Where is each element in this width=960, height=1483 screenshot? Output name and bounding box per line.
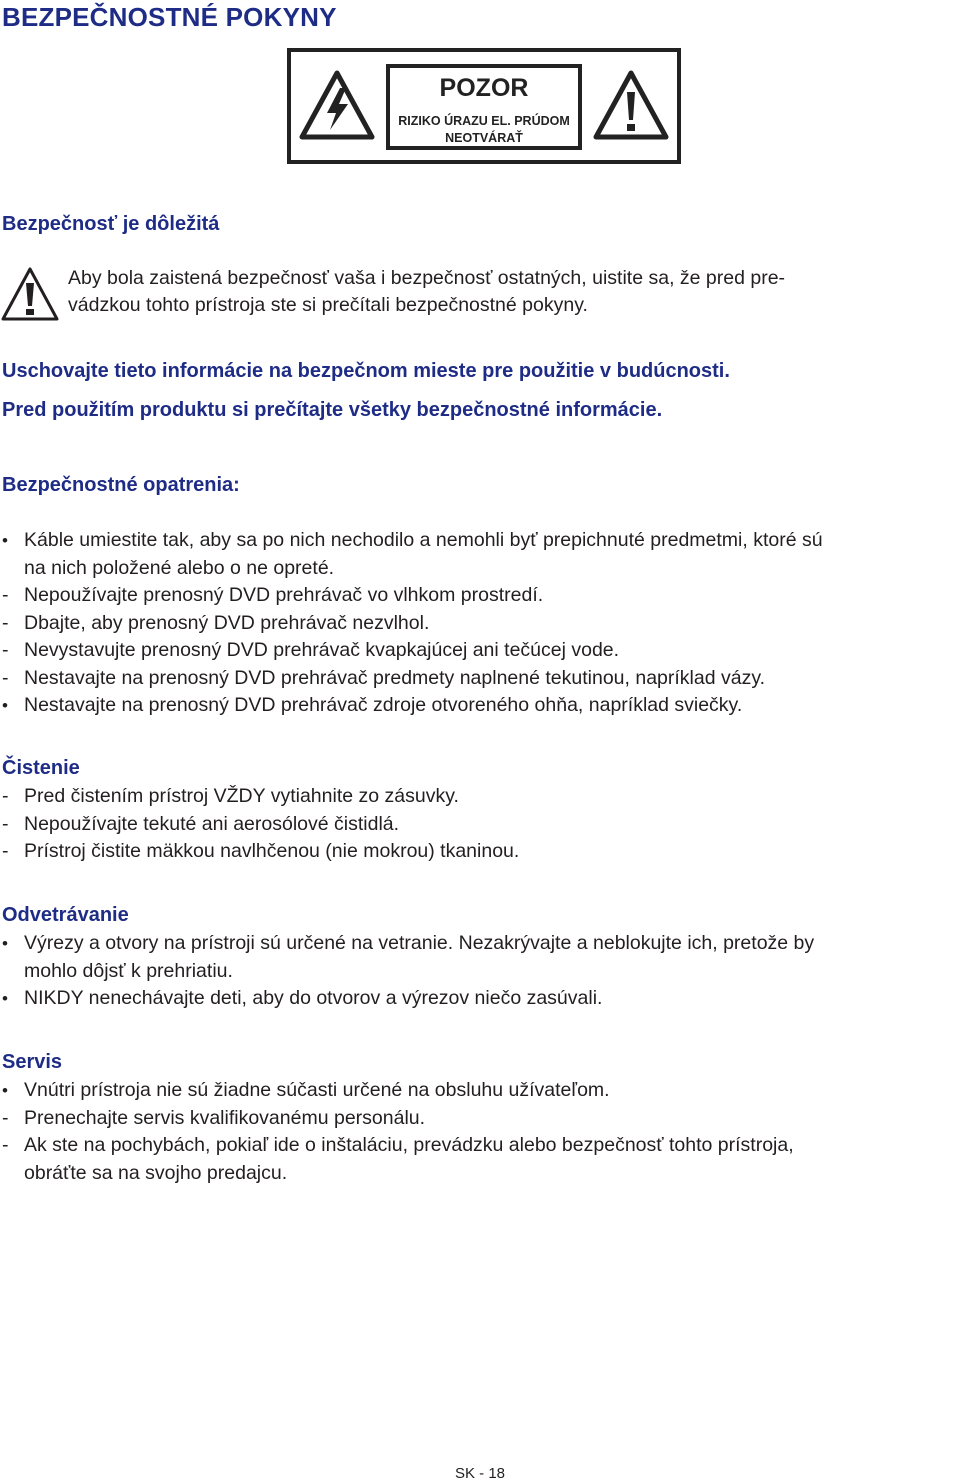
list-item-text: Nepoužívajte prenosný DVD prehrávač vo vlhkom prostredí. xyxy=(24,584,544,606)
list-item xyxy=(2,811,960,839)
cleaning-heading: Čistenie xyxy=(2,757,80,779)
dash-marker: - xyxy=(2,611,9,634)
bullet-marker: • xyxy=(2,696,8,715)
dash-marker: - xyxy=(2,1134,9,1156)
bullet-marker: • xyxy=(2,989,8,1008)
bullet-marker: • xyxy=(2,1081,8,1100)
service-heading: Servis xyxy=(2,1051,63,1073)
list-item xyxy=(2,1132,960,1187)
dash-marker: - xyxy=(2,812,9,835)
page-title: BEZPEČNOSTNÉ POKYNY xyxy=(2,2,337,32)
list-item-text: Výrezy a otvory na prístroji sú určené na vetranie. Nezakrývajte a neblokujte ich, pretože by xyxy=(24,932,815,954)
dash-marker: - xyxy=(2,1106,9,1129)
list-item-text: Káble umiestite tak, aby sa po nich nechodilo a nemohli byť prepichnuté predmetmi, ktoré sú xyxy=(24,529,823,551)
list-item-text: NIKDY nenechávajte deti, aby do otvorov a výrezov niečo zasúvali. xyxy=(24,987,603,1009)
dash-marker: - xyxy=(2,666,9,689)
ventilation-heading: Odvetrávanie xyxy=(2,904,129,926)
lightning-bolt-triangle-icon xyxy=(299,70,375,140)
list-item xyxy=(2,637,960,665)
list-item-text: Nevystavujte prenosný DVD prehrávač kvapkajúcej ani tečúcej vode. xyxy=(24,639,620,661)
list-item-text: Prenechajte servis kvalifikovanému personálu. xyxy=(24,1106,426,1129)
list-item xyxy=(2,838,960,866)
list-item-text: Nestavajte na prenosný DVD prehrávač zdroje otvoreného ohňa, napríklad sviečky. xyxy=(24,694,743,716)
cleaning-list xyxy=(2,783,960,866)
bullet-marker: • xyxy=(2,934,8,953)
keep-info-line: Uschovajte tieto informácie na bezpečnom mieste pre použitie v budúcnosti. xyxy=(2,360,730,382)
importance-text-line-1: Aby bola zaistená bezpečnosť vaša i bezpečnosť ostatných, uistite sa, že pred pre- xyxy=(68,267,786,289)
precautions-list xyxy=(2,527,960,720)
list-item xyxy=(2,527,960,582)
service-list xyxy=(2,1077,960,1187)
warning-line-2: NEOTVÁRAŤ xyxy=(445,131,523,145)
bullet-marker: • xyxy=(2,531,8,550)
list-item xyxy=(2,783,960,811)
warning-heading: POZOR xyxy=(439,74,529,102)
list-item-text: obráťte sa na svojho predajcu. xyxy=(24,1161,288,1184)
list-item-text: Nepoužívajte tekuté ani aerosólové čistidlá. xyxy=(24,812,400,835)
list-item xyxy=(2,692,960,720)
list-item-text: Dbajte, aby prenosný DVD prehrávač nezvlhol. xyxy=(24,611,430,634)
ventilation-list xyxy=(2,930,960,1013)
list-item-text: na nich položené alebo o ne opreté. xyxy=(24,556,335,579)
list-item-text: Prístroj čistite mäkkou navlhčenou (nie mokrou) tkaninou. xyxy=(24,840,520,862)
importance-text-line-2: vádzkou tohto prístroja ste si prečítali bezpečnostné pokyny. xyxy=(68,294,588,316)
list-item xyxy=(2,985,960,1013)
list-item-text: Ak ste na pochybách, pokiaľ ide o inštaláciu, prevádzku alebo bezpečnosť tohto prístroja, xyxy=(24,1134,794,1156)
warning-line-1: RIZIKO ÚRAZU EL. PRÚDOM xyxy=(398,114,570,128)
dash-marker: - xyxy=(2,785,9,807)
importance-heading: Bezpečnosť je dôležitá xyxy=(2,213,220,235)
dash-marker: - xyxy=(2,584,9,606)
list-item-text: Pred čistením prístroj VŽDY vytiahnite zo zásuvky. xyxy=(24,785,459,807)
list-item-text: mohlo dôjsť k prehriatiu. xyxy=(24,959,233,982)
precautions-heading: Bezpečnostné opatrenia: xyxy=(2,474,240,496)
exclamation-triangle-icon xyxy=(593,70,669,140)
warning-label xyxy=(287,48,681,164)
warning-text-frame xyxy=(386,64,582,150)
dash-marker: - xyxy=(2,840,9,862)
exclamation-triangle-icon xyxy=(0,266,60,322)
dash-marker: - xyxy=(2,639,9,661)
list-item xyxy=(2,930,960,985)
read-info-line: Pred použitím produktu si prečítajte všetky bezpečnostné informácie. xyxy=(2,399,663,421)
list-item-text: Vnútri prístroja nie sú žiadne súčasti určené na obsluhu užívateľom. xyxy=(24,1079,610,1101)
list-item-text: Nestavajte na prenosný DVD prehrávač predmety naplnené tekutinou, napríklad vázy. xyxy=(24,666,766,689)
page-number: SK - 18 xyxy=(454,1465,506,1482)
list-item xyxy=(2,1077,960,1105)
list-item xyxy=(2,665,960,693)
list-item xyxy=(2,610,960,638)
list-item xyxy=(2,1105,960,1133)
list-item xyxy=(2,582,960,610)
